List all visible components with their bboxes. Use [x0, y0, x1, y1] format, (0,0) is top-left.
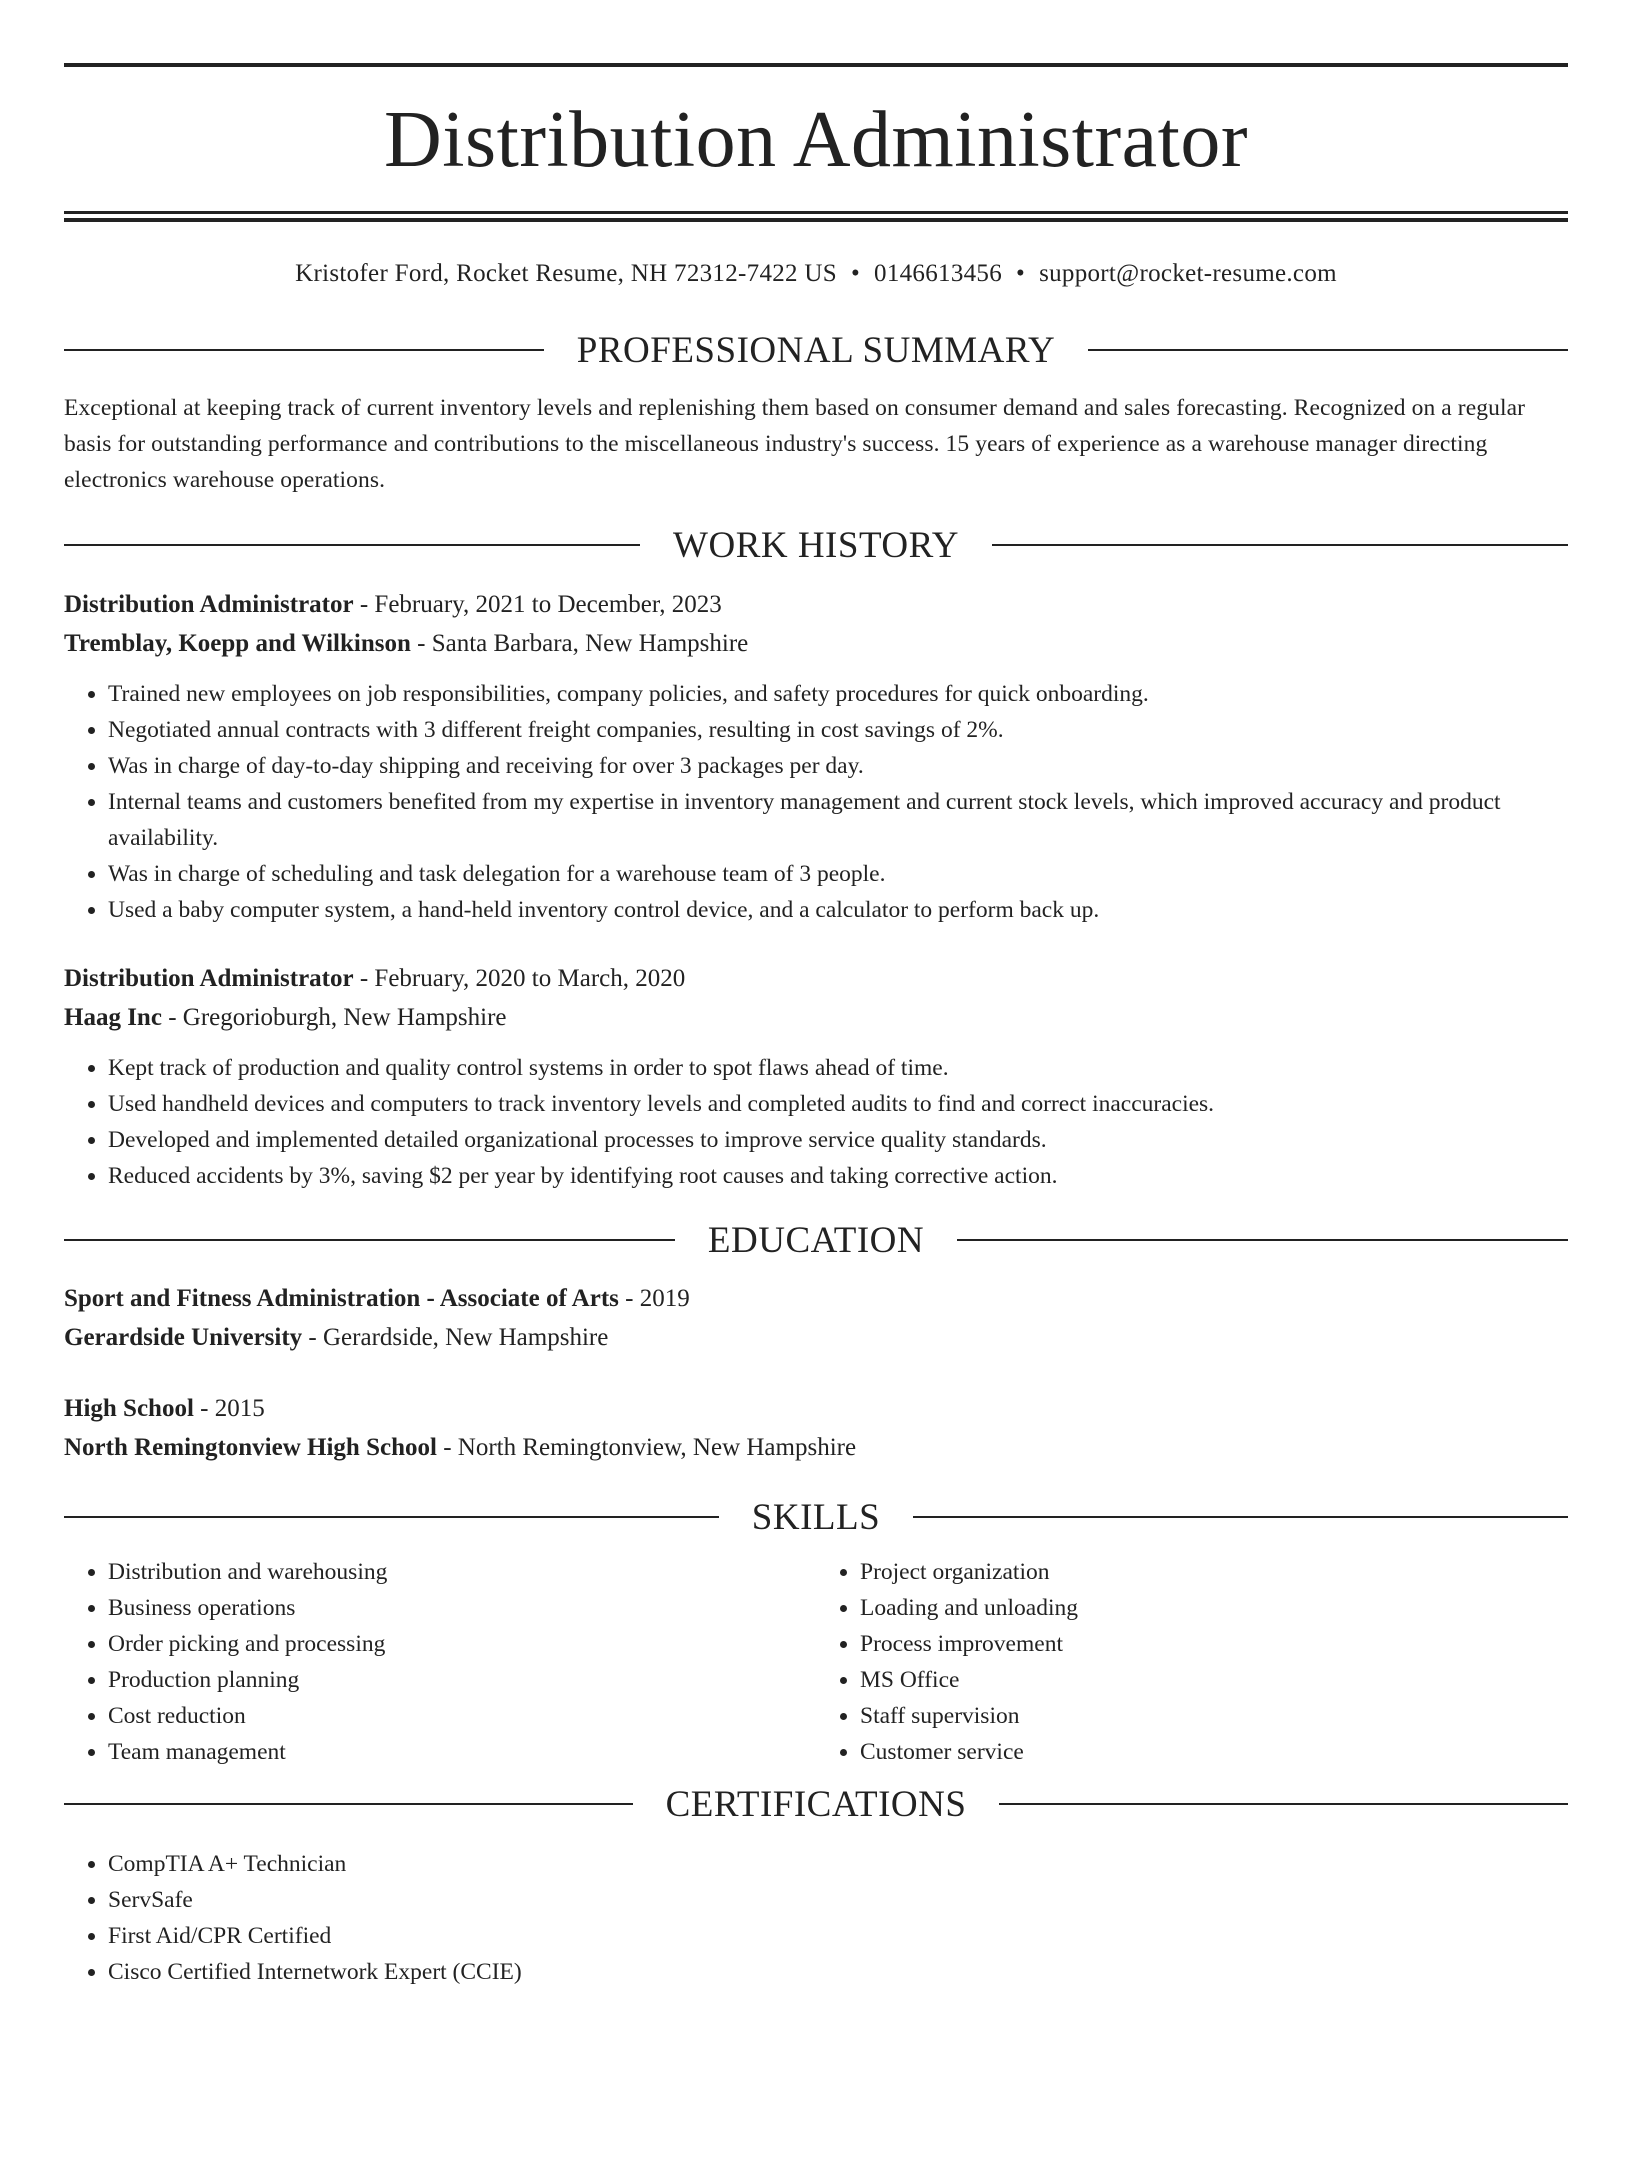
heading-rule: [999, 1803, 1568, 1805]
contact-line: [64, 258, 1568, 290]
skills-list-right: [816, 1554, 1568, 1770]
skill-item: • MS Office: [860, 1662, 1568, 1698]
education-location: - North Remingtonview, New Hampshire: [436, 1434, 857, 1461]
job-location: - Santa Barbara, New Hampshire: [410, 630, 749, 657]
education-year: - 2019: [618, 1285, 690, 1312]
heading-rule: [64, 544, 640, 546]
certification-item: • First Aid/CPR Certified: [108, 1918, 1568, 1954]
contact-address: Kristofer Ford, Rocket Resume, NH 72312-7422 US: [295, 260, 837, 287]
section-heading-certifications: [64, 1782, 1568, 1826]
header-double-rule: [64, 211, 1568, 222]
skill-item: • Project organization: [860, 1554, 1568, 1590]
job-entry: [64, 585, 1568, 928]
list-item: • Trained new employees on job responsibilities, company policies, and safety procedures for quick onboarding.: [108, 676, 1568, 712]
contact-separator: •: [850, 260, 861, 287]
heading-rule: [64, 349, 544, 351]
list-item: • Developed and implemented detailed organizational processes to improve service quality standards.: [108, 1122, 1568, 1158]
job-dates: - February, 2020 to March, 2020: [353, 965, 686, 992]
job-company: Tremblay, Koepp and Wilkinson: [64, 630, 411, 657]
education-entry: [64, 1279, 1568, 1357]
education-degree: High School: [64, 1395, 194, 1422]
certification-item: • ServSafe: [108, 1882, 1568, 1918]
skill-item: • Distribution and warehousing: [108, 1554, 816, 1590]
header-top-rule: [64, 63, 1568, 67]
job-title-line: [64, 585, 1568, 624]
job-title: Distribution Administrator: [64, 965, 354, 992]
certification-item: • CompTIA A+ Technician: [108, 1846, 1568, 1882]
heading-rule: [64, 1516, 719, 1518]
resume-page: [0, 63, 1632, 2175]
job-title: Distribution Administrator: [64, 591, 354, 618]
list-item: • Was in charge of day-to-day shipping and receiving for over 3 packages per day.: [108, 748, 1568, 784]
job-bullet-list: [64, 1050, 1568, 1194]
education-school-line: [64, 1428, 1568, 1467]
list-item: • Negotiated annual contracts with 3 different freight companies, resulting in cost savings of 2%.: [108, 712, 1568, 748]
job-entry: [64, 959, 1568, 1194]
list-item: • Reduced accidents by 3%, saving $2 per year by identifying root causes and taking corrective action.: [108, 1158, 1568, 1194]
list-item: • Was in charge of scheduling and task delegation for a warehouse team of 3 people.: [108, 856, 1568, 892]
section-heading-summary: [64, 328, 1568, 372]
skill-item: • Customer service: [860, 1734, 1568, 1770]
education-school: Gerardside University: [64, 1324, 303, 1351]
skill-item: • Cost reduction: [108, 1698, 816, 1734]
heading-rule: [64, 1803, 633, 1805]
education-location: - Gerardside, New Hampshire: [302, 1324, 609, 1351]
education-degree: Sport and Fitness Administration - Associate of Arts: [64, 1285, 619, 1312]
certifications-list: [64, 1846, 1568, 1990]
section-title: SKILLS: [751, 1496, 881, 1538]
section-title: EDUCATION: [707, 1219, 925, 1261]
heading-rule: [64, 1239, 675, 1241]
skill-item: • Loading and unloading: [860, 1590, 1568, 1626]
skill-item: • Process improvement: [860, 1626, 1568, 1662]
contact-email[interactable]: support@rocket-resume.com: [1039, 260, 1337, 287]
skill-item: • Business operations: [108, 1590, 816, 1626]
section-title: PROFESSIONAL SUMMARY: [576, 329, 1056, 371]
contact-phone: 0146613456: [874, 260, 1003, 287]
heading-rule: [992, 544, 1568, 546]
education-school: North Remingtonview High School: [64, 1434, 437, 1461]
section-title: CERTIFICATIONS: [665, 1783, 967, 1825]
heading-rule: [957, 1239, 1568, 1241]
job-title-line: [64, 959, 1568, 998]
education-degree-line: [64, 1389, 1568, 1428]
list-item: • Internal teams and customers benefited from my expertise in inventory management and current stock levels, which improved accuracy and product availability.: [108, 784, 1568, 856]
list-item: • Kept track of production and quality control systems in order to spot flaws ahead of time.: [108, 1050, 1568, 1086]
education-degree-line: [64, 1279, 1568, 1318]
job-company-line: [64, 624, 1568, 663]
list-item: • Used handheld devices and computers to track inventory levels and completed audits to find and correct inaccuracies.: [108, 1086, 1568, 1122]
heading-rule: [1088, 349, 1568, 351]
list-item: • Used a baby computer system, a hand-held inventory control device, and a calculator to perform back up.: [108, 892, 1568, 928]
skill-item: • Production planning: [108, 1662, 816, 1698]
page-title: Distribution Administrator: [383, 96, 1249, 184]
job-company: Haag Inc: [64, 1004, 162, 1031]
job-bullet-list: [64, 676, 1568, 928]
section-title: WORK HISTORY: [673, 524, 959, 566]
section-heading-skills: [64, 1495, 1568, 1539]
education-entry: [64, 1389, 1568, 1467]
skill-item: • Order picking and processing: [108, 1626, 816, 1662]
job-location: - Gregorioburgh, New Hampshire: [161, 1004, 507, 1031]
job-company-line: [64, 998, 1568, 1037]
section-heading-education: [64, 1218, 1568, 1262]
certification-item: • Cisco Certified Internetwork Expert (CCIE): [108, 1954, 1568, 1990]
skill-item: • Team management: [108, 1734, 816, 1770]
skills-list-left: [64, 1554, 816, 1770]
summary-text: Exceptional at keeping track of current inventory levels and replenishing them based on consumer demand and sales forecasting. Recognized on a regular basis for outstanding performance and contributions to the miscellaneous industry's success. 15 years of experience as a warehouse manager directing electronics warehouse operations.: [64, 395, 1526, 493]
skills-grid: [64, 1554, 1568, 1770]
section-heading-work: [64, 523, 1568, 567]
heading-rule: [913, 1516, 1568, 1518]
contact-separator: •: [1016, 260, 1026, 287]
education-year: - 2015: [193, 1395, 265, 1422]
education-school-line: [64, 1318, 1568, 1357]
job-dates: - February, 2021 to December, 2023: [353, 591, 722, 618]
skill-item: • Staff supervision: [860, 1698, 1568, 1734]
